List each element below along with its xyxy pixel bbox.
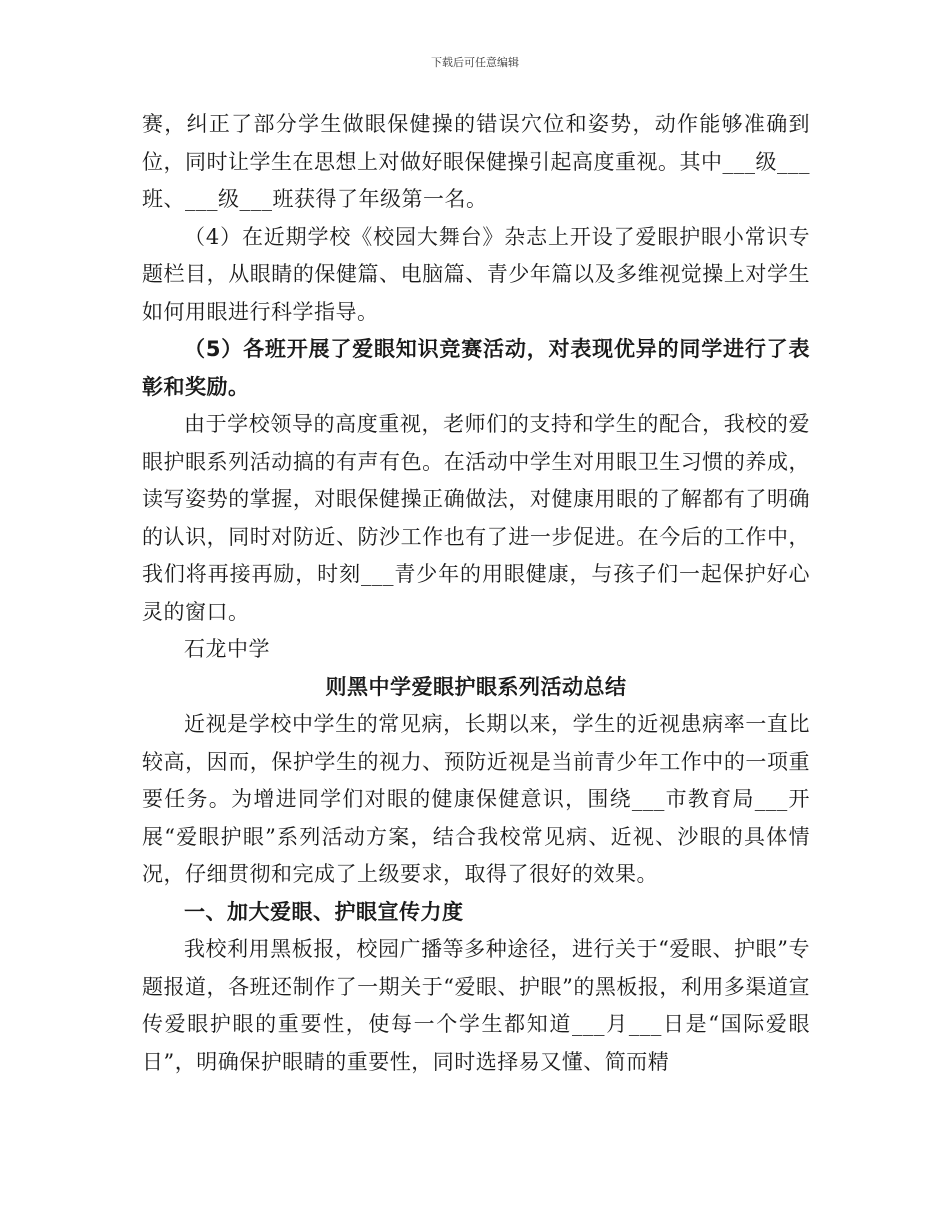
paragraph-continuation: 赛，纠正了部分学生做眼保健操的错误穴位和姿势，动作能够准确到位，同时让学生在思想上对做好眼保健操引起高度重视。其中___级___班、___级___班获得了年级第一名。 <box>142 112 810 211</box>
paragraph-item-4: （4）在近期学校《校园大舞台》杂志上开设了爱眼护眼小常识专题栏目，从眼睛的保健篇、电脑篇、青少年篇以及多维视觉操上对学生如何用眼进行科学指导。 <box>142 224 810 324</box>
paragraph-publicity: 我校利用黑板报，校园广播等多种途径，进行关于“爱眼、护眼”专题报道，各班还制作了一期关于“爱眼、护眼”的黑板报，利用多渠道宣传爱眼护眼的重要性，使每一个学生都知道___月___日是“国际爱眼日”，明确保护眼睛的重要性，同时选择易又懂、简而精 <box>142 937 810 1074</box>
document-body <box>142 106 810 1081</box>
page-header-note: 下载后可任意编辑 <box>431 56 519 69</box>
paragraph-item-5: （5）各班开展了爱眼知识竞赛活动，对表现优异的同学进行了表彰和奖励。 <box>142 337 810 399</box>
paragraph-intro: 近视是学校中学生的常见病，长期以来，学生的近视患病率一直比较高，因而，保护学生的视力、预防近视是当前青少年工作中的一项重要任务。为增进同学们对眼的健康保健意识，围绕___市教育局___开展“爱眼护眼”系列活动方案，结合我校常见病、近视、沙眼的具体情况，仔细贯彻和完成了上级要求，取得了很好的效果。 <box>142 712 810 886</box>
signature-school: 石龙中学 <box>184 637 270 661</box>
heading-section-1: 一、加大爱眼、护眼宣传力度 <box>184 899 464 924</box>
section-title: 则黑中学爱眼护眼系列活动总结 <box>325 674 627 699</box>
paragraph-conclusion: 由于学校领导的高度重视，老师们的支持和学生的配合，我校的爱眼护眼系列活动搞的有声有色。在活动中学生对用眼卫生习惯的养成，读写姿势的掌握，对眼保健操正确做法，对健康用眼的了解都有了明确的认识，同时对防近、防沙工作也有了进一步促进。在今后的工作中，我们将再接再励，时刻___青少年的用眼健康，与孩子们一起保护好心灵的窗口。 <box>142 412 810 624</box>
